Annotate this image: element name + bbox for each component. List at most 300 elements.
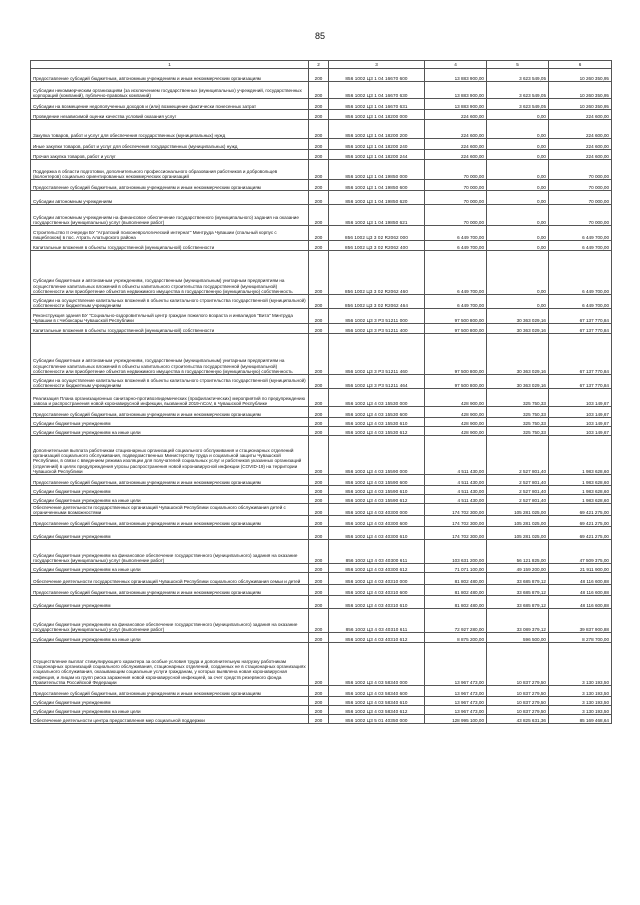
table-row xyxy=(31,309,612,324)
row-line-code: 200 xyxy=(309,241,329,251)
row-approved-amount: 428 900,00 xyxy=(425,418,487,427)
table-row xyxy=(31,504,612,516)
table-row xyxy=(31,596,612,609)
row-line-code: 200 xyxy=(309,540,329,564)
row-description: Обеспечение деятельности центра предоставления мер социальной поддержки xyxy=(31,715,309,724)
row-budget-code: 856 1002 Ц3 1 04 18200 200 xyxy=(329,120,425,139)
row-executed-amount: 30 363 029,16 xyxy=(487,375,549,389)
row-line-code: 200 xyxy=(309,643,329,686)
row-description: Субсидии бюджетным учреждениям на иные цели xyxy=(31,706,309,715)
row-budget-code: 856 1002 Ц3 1 04 18200 244 xyxy=(329,150,425,160)
row-description: Поддержка в области подготовки, дополнительного профессионального образования работников и добровольцев (волонтеров) социально ориентированных некоммерческих организаций xyxy=(31,160,309,180)
row-description: Прочая закупка товаров, работ и услуг xyxy=(31,150,309,160)
row-remaining-amount: 1 983 628,60 xyxy=(549,475,612,486)
row-budget-code: 856 1002 Ц3 1 04 19850 000 xyxy=(329,160,425,180)
table-row xyxy=(31,686,612,697)
row-line-code: 200 xyxy=(309,564,329,573)
table-row xyxy=(31,706,612,715)
row-line-code: 200 xyxy=(309,573,329,585)
row-executed-amount: 33 089 379,12 xyxy=(487,609,549,633)
table-row xyxy=(31,226,612,241)
row-remaining-amount: 67 137 770,84 xyxy=(549,334,612,375)
row-remaining-amount: 67 137 770,84 xyxy=(549,309,612,324)
row-description: Субсидии некоммерческим организациям (за исключением государственных (муниципальных) учреждений, государственных корпораций (компаний), публично-правовых компаний) xyxy=(31,82,309,99)
row-approved-amount: 4 511 430,00 xyxy=(425,495,487,504)
row-approved-amount: 6 449 700,00 xyxy=(425,226,487,241)
table-row xyxy=(31,643,612,686)
row-approved-amount: 97 500 800,00 xyxy=(425,334,487,375)
row-remaining-amount: 1 983 628,60 xyxy=(549,486,612,495)
table-row xyxy=(31,486,612,495)
row-approved-amount: 97 500 800,00 xyxy=(425,375,487,389)
column-header: 6 xyxy=(549,61,612,69)
row-approved-amount: 224 600,00 xyxy=(425,120,487,139)
row-remaining-amount: 103 149,67 xyxy=(549,389,612,407)
row-description: Предоставление субсидий бюджетным, автономным учреждениям и иным некоммерческим организациям xyxy=(31,475,309,486)
table-row xyxy=(31,99,612,110)
row-budget-code: 856 1002 Ц3 4 03 58340 610 xyxy=(329,697,425,706)
row-approved-amount: 6 449 700,00 xyxy=(425,295,487,309)
row-budget-code: 856 1002 Ц3 4 03 40310 611 xyxy=(329,609,425,633)
row-executed-amount: 0,00 xyxy=(487,180,549,191)
row-executed-amount: 0,00 xyxy=(487,295,549,309)
row-line-code: 200 xyxy=(309,180,329,191)
row-remaining-amount: 70 000,00 xyxy=(549,205,612,226)
row-budget-code: 856 1002 Ц3 3 02 R2062 464 xyxy=(329,295,425,309)
column-header: 3 xyxy=(329,61,425,69)
row-executed-amount: 0,00 xyxy=(487,251,549,295)
row-executed-amount: 2 527 801,40 xyxy=(487,475,549,486)
row-executed-amount: 0,00 xyxy=(487,226,549,241)
row-budget-code: 856 1002 Ц3 1 04 16670 630 xyxy=(329,82,425,99)
row-executed-amount: 105 281 025,00 xyxy=(487,527,549,540)
table-row xyxy=(31,564,612,573)
row-executed-amount: 325 750,33 xyxy=(487,418,549,427)
row-line-code: 200 xyxy=(309,139,329,150)
row-description: Предоставление субсидий бюджетным, автономным учреждениям и иным некоммерческим организациям xyxy=(31,407,309,418)
row-description: Субсидии бюджетным учреждениям xyxy=(31,596,309,609)
row-remaining-amount: 70 000,00 xyxy=(549,191,612,205)
row-remaining-amount: 8 278 700,00 xyxy=(549,633,612,643)
row-remaining-amount: 10 260 350,95 xyxy=(549,99,612,110)
row-executed-amount: 10 837 279,50 xyxy=(487,706,549,715)
row-budget-code: 856 1002 Ц3 4 03 40300 000 xyxy=(329,504,425,516)
row-approved-amount: 6 449 700,00 xyxy=(425,251,487,295)
table-row xyxy=(31,540,612,564)
row-budget-code: 856 1002 Ц3 4 03 15530 600 xyxy=(329,407,425,418)
row-approved-amount: 103 631 200,00 xyxy=(425,540,487,564)
row-approved-amount: 428 900,00 xyxy=(425,427,487,436)
row-budget-code: 856 1002 Ц3 4 03 58340 600 xyxy=(329,686,425,697)
table-row xyxy=(31,609,612,633)
row-remaining-amount: 21 911 900,00 xyxy=(549,564,612,573)
row-remaining-amount: 6 449 700,00 xyxy=(549,251,612,295)
row-budget-code: 856 1002 Ц3 1 04 18200 000 xyxy=(329,110,425,120)
row-description: Иные закупки товаров, работ и услуг для обеспечения государственных (муниципальных) нужд xyxy=(31,139,309,150)
column-header: 4 xyxy=(425,61,487,69)
row-approved-amount: 81 802 480,00 xyxy=(425,585,487,596)
row-line-code: 200 xyxy=(309,516,329,527)
row-remaining-amount: 67 137 770,84 xyxy=(549,324,612,334)
row-approved-amount: 224 600,00 xyxy=(425,139,487,150)
row-approved-amount: 428 900,00 xyxy=(425,407,487,418)
row-description: Субсидии бюджетным учреждениям на финансовое обеспечение государственного (муниципального) задания на оказание государственных (муниципальных) услуг (выполнение работ) xyxy=(31,609,309,633)
row-line-code: 200 xyxy=(309,110,329,120)
row-line-code: 200 xyxy=(309,633,329,643)
row-budget-code: 856 1002 Ц3 3 02 R2062 400 xyxy=(329,241,425,251)
row-description: Обеспечение деятельности государственных организаций Чувашской Республики социального обслуживания семьи и детей xyxy=(31,573,309,585)
row-description: Субсидии бюджетным учреждениям xyxy=(31,697,309,706)
row-executed-amount: 10 837 279,50 xyxy=(487,697,549,706)
row-remaining-amount: 70 000,00 xyxy=(549,180,612,191)
table-row xyxy=(31,633,612,643)
table-row xyxy=(31,180,612,191)
row-executed-amount: 3 623 549,05 xyxy=(487,82,549,99)
table-row xyxy=(31,389,612,407)
row-executed-amount: 0,00 xyxy=(487,150,549,160)
column-header: 1 xyxy=(31,61,309,69)
row-line-code: 200 xyxy=(309,715,329,724)
row-remaining-amount: 67 137 770,84 xyxy=(549,375,612,389)
table-row xyxy=(31,516,612,527)
row-approved-amount: 224 600,00 xyxy=(425,150,487,160)
row-remaining-amount: 47 509 375,00 xyxy=(549,540,612,564)
row-executed-amount: 10 837 279,50 xyxy=(487,643,549,686)
row-line-code: 200 xyxy=(309,609,329,633)
row-budget-code: 856 1002 Ц3 4 03 58340 612 xyxy=(329,706,425,715)
row-line-code: 200 xyxy=(309,585,329,596)
row-remaining-amount: 224 600,00 xyxy=(549,150,612,160)
table-row xyxy=(31,334,612,375)
row-line-code: 200 xyxy=(309,436,329,475)
row-line-code: 200 xyxy=(309,150,329,160)
row-line-code: 200 xyxy=(309,226,329,241)
table-row xyxy=(31,418,612,427)
row-approved-amount: 72 927 280,00 xyxy=(425,609,487,633)
row-description: Субсидии бюджетным учреждениям на финансовое обеспечение государственного (муниципального) задания на оказание государственных (муниципальных) услуг (выполнение работ) xyxy=(31,540,309,564)
row-approved-amount: 428 900,00 xyxy=(425,389,487,407)
row-budget-code: 856 1002 Ц3 4 03 40310 612 xyxy=(329,633,425,643)
table-row xyxy=(31,495,612,504)
row-approved-amount: 8 875 200,00 xyxy=(425,633,487,643)
row-description: Реализация Плана организационных санитарно-противоэпидемических (профилактических) мероприятий по предупреждению завоза и распространения новой коронавирусной инфекции, вызванной 2019-nCoV, в Чувашской Республике xyxy=(31,389,309,407)
row-approved-amount: 13 967 473,00 xyxy=(425,697,487,706)
row-budget-code: 856 1002 Ц3 4 03 15590 610 xyxy=(329,486,425,495)
table-row xyxy=(31,715,612,724)
row-approved-amount: 70 000,00 xyxy=(425,180,487,191)
row-description: Субсидии бюджетным и автономным учреждениям, государственным (муниципальным) унитарным предприятиям на осуществление капитальных вложений в объекты капитального строительства государственной (муниципальной) собственности или приобретение объектов недвижимого имущества в государственную (муниципальную) собственность xyxy=(31,334,309,375)
row-line-code: 200 xyxy=(309,475,329,486)
row-executed-amount: 0,00 xyxy=(487,205,549,226)
row-executed-amount: 325 750,33 xyxy=(487,427,549,436)
row-description: Закупка товаров, работ и услуг для обеспечения государственных (муниципальных) нужд xyxy=(31,120,309,139)
row-executed-amount: 56 121 825,00 xyxy=(487,540,549,564)
row-approved-amount: 97 500 800,00 xyxy=(425,324,487,334)
row-description: Субсидии на возмещение недополученных доходов и (или) возмещение фактически понесенных затрат xyxy=(31,99,309,110)
row-description: Капитальные вложения в объекты государственной (муниципальной) собственности xyxy=(31,324,309,334)
page-number: 85 xyxy=(314,31,325,41)
row-line-code: 200 xyxy=(309,82,329,99)
row-executed-amount: 2 527 801,40 xyxy=(487,495,549,504)
row-description: Субсидии бюджетным и автономным учреждениям, государственным (муниципальным) унитарным предприятиям на осуществление капитальных вложений в объекты капитального строительства государственной (муниципальной) собственности или приобретение объектов недвижимого имущества в государственную (муниципальную) собственность xyxy=(31,251,309,295)
row-approved-amount: 4 511 430,00 xyxy=(425,436,487,475)
row-remaining-amount: 70 000,00 xyxy=(549,160,612,180)
row-approved-amount: 13 883 900,00 xyxy=(425,69,487,82)
row-line-code: 200 xyxy=(309,334,329,375)
row-remaining-amount: 48 116 600,88 xyxy=(549,585,612,596)
row-budget-code: 856 1002 Ц3 3 02 R2062 460 xyxy=(329,251,425,295)
row-description: Предоставление субсидий бюджетным, автономным учреждениям и иным некоммерческим организациям xyxy=(31,180,309,191)
row-executed-amount: 30 363 029,16 xyxy=(487,334,549,375)
table-row xyxy=(31,160,612,180)
row-approved-amount: 71 071 100,00 xyxy=(425,564,487,573)
row-line-code: 200 xyxy=(309,295,329,309)
row-line-code: 200 xyxy=(309,120,329,139)
row-approved-amount: 13 883 900,00 xyxy=(425,82,487,99)
row-budget-code: 856 1002 Ц3 5 01 40350 000 xyxy=(329,715,425,724)
table-row xyxy=(31,69,612,82)
row-approved-amount: 13 967 473,00 xyxy=(425,706,487,715)
row-remaining-amount: 103 149,67 xyxy=(549,418,612,427)
row-budget-code: 856 1002 Ц3 4 03 15590 600 xyxy=(329,475,425,486)
row-remaining-amount: 6 449 700,00 xyxy=(549,241,612,251)
row-executed-amount: 33 685 879,12 xyxy=(487,596,549,609)
row-budget-code: 856 1002 Ц3 4 03 40300 600 xyxy=(329,516,425,527)
table-row xyxy=(31,573,612,585)
column-header: 5 xyxy=(487,61,549,69)
row-approved-amount: 70 000,00 xyxy=(425,191,487,205)
row-budget-code: 856 1002 Ц3 4 03 58340 000 xyxy=(329,643,425,686)
column-header: 2 xyxy=(309,61,329,69)
row-remaining-amount: 3 130 193,50 xyxy=(549,706,612,715)
row-budget-code: 856 1002 Ц3 4 03 40300 610 xyxy=(329,527,425,540)
row-approved-amount: 4 511 430,00 xyxy=(425,486,487,495)
row-description: Проведение независимой оценки качества условий оказания услуг xyxy=(31,110,309,120)
row-executed-amount: 33 685 879,12 xyxy=(487,573,549,585)
row-line-code: 200 xyxy=(309,324,329,334)
row-approved-amount: 6 449 700,00 xyxy=(425,241,487,251)
row-budget-code: 856 1002 Ц3 3 P3 51211 464 xyxy=(329,375,425,389)
table-row xyxy=(31,251,612,295)
row-budget-code: 856 1002 Ц3 4 03 40310 610 xyxy=(329,596,425,609)
row-remaining-amount: 10 260 350,95 xyxy=(549,69,612,82)
row-line-code: 200 xyxy=(309,596,329,609)
row-description: Субсидии бюджетным учреждениям на иные цели xyxy=(31,427,309,436)
table-row xyxy=(31,241,612,251)
row-budget-code: 856 1002 Ц3 4 03 15530 610 xyxy=(329,418,425,427)
row-line-code: 200 xyxy=(309,69,329,82)
row-line-code: 200 xyxy=(309,191,329,205)
row-line-code: 200 xyxy=(309,99,329,110)
row-approved-amount: 81 802 480,00 xyxy=(425,573,487,585)
row-remaining-amount: 224 600,00 xyxy=(549,110,612,120)
row-approved-amount: 174 702 300,00 xyxy=(425,527,487,540)
row-budget-code: 856 1002 Ц3 4 03 15590 612 xyxy=(329,495,425,504)
row-description: Субсидии бюджетным учреждениям xyxy=(31,527,309,540)
row-remaining-amount: 224 600,00 xyxy=(549,139,612,150)
row-executed-amount: 0,00 xyxy=(487,120,549,139)
table-row xyxy=(31,139,612,150)
row-line-code: 200 xyxy=(309,495,329,504)
row-line-code: 200 xyxy=(309,697,329,706)
row-line-code: 200 xyxy=(309,389,329,407)
row-budget-code: 856 1002 Ц3 4 03 15530 000 xyxy=(329,389,425,407)
row-remaining-amount: 39 837 900,88 xyxy=(549,609,612,633)
table-header-row xyxy=(31,61,612,69)
table-row xyxy=(31,697,612,706)
table-row xyxy=(31,324,612,334)
row-budget-code: 856 1002 Ц3 1 04 18200 240 xyxy=(329,139,425,150)
row-description: Субсидии бюджетным учреждениям xyxy=(31,418,309,427)
table-row xyxy=(31,295,612,309)
row-executed-amount: 49 159 200,00 xyxy=(487,564,549,573)
row-line-code: 200 xyxy=(309,527,329,540)
row-line-code: 200 xyxy=(309,205,329,226)
row-executed-amount: 0,00 xyxy=(487,241,549,251)
table-row xyxy=(31,585,612,596)
row-executed-amount: 3 623 549,05 xyxy=(487,69,549,82)
row-remaining-amount: 48 116 600,88 xyxy=(549,573,612,585)
row-budget-code: 856 1002 Ц3 1 04 16670 600 xyxy=(329,69,425,82)
row-description: Капитальные вложения в объекты государственной (муниципальной) собственности xyxy=(31,241,309,251)
row-description: Обеспечение деятельности государственных организаций Чувашской Республики социального обслуживания детей с ограниченными возможностями xyxy=(31,504,309,516)
table-row xyxy=(31,407,612,418)
row-approved-amount: 13 883 900,00 xyxy=(425,99,487,110)
row-executed-amount: 10 837 279,50 xyxy=(487,686,549,697)
table-row xyxy=(31,150,612,160)
row-budget-code: 856 1002 Ц3 4 03 40310 000 xyxy=(329,573,425,585)
row-executed-amount: 33 685 879,12 xyxy=(487,585,549,596)
table-row xyxy=(31,191,612,205)
row-approved-amount: 97 500 800,00 xyxy=(425,309,487,324)
row-budget-code: 856 1002 Ц3 4 03 40300 611 xyxy=(329,540,425,564)
row-executed-amount: 325 750,33 xyxy=(487,407,549,418)
row-description: Строительство II очереди БУ "Атратский психоневрологический интернат" Минтруда Чувашии (спальный корпус с пищеблоком) в пос. Атрать Алатырского района xyxy=(31,226,309,241)
row-line-code: 200 xyxy=(309,407,329,418)
row-remaining-amount: 1 983 628,60 xyxy=(549,436,612,475)
row-line-code: 200 xyxy=(309,418,329,427)
table-row xyxy=(31,110,612,120)
row-approved-amount: 128 995 100,00 xyxy=(425,715,487,724)
row-executed-amount: 325 750,33 xyxy=(487,389,549,407)
row-description: Субсидии бюджетным учреждениям на иные цели xyxy=(31,495,309,504)
row-description: Субсидии автономным учреждениям на финансовое обеспечение государственного (муниципального) задания на оказание государственных (муниципальных) услуг (выполнение работ) xyxy=(31,205,309,226)
table-row xyxy=(31,375,612,389)
row-budget-code: 856 1002 Ц3 4 03 15530 612 xyxy=(329,427,425,436)
row-approved-amount: 13 967 473,00 xyxy=(425,686,487,697)
row-remaining-amount: 3 130 193,50 xyxy=(549,697,612,706)
row-approved-amount: 13 967 473,00 xyxy=(425,643,487,686)
row-description: Реконструкция здания БУ "Социально-оздоровительный центр граждан пожилого возраста и инвалидов "Вита" Минтруда Чувашии в г.Чебоксары Чувашской Республики xyxy=(31,309,309,324)
row-budget-code: 856 1002 Ц3 4 03 40300 612 xyxy=(329,564,425,573)
row-executed-amount: 0,00 xyxy=(487,139,549,150)
row-executed-amount: 2 527 801,40 xyxy=(487,486,549,495)
row-executed-amount: 105 281 025,00 xyxy=(487,516,549,527)
row-budget-code: 856 1002 Ц3 1 04 16670 631 xyxy=(329,99,425,110)
row-description: Субсидии бюджетным учреждениям на иные цели xyxy=(31,564,309,573)
table-row xyxy=(31,120,612,139)
row-line-code: 200 xyxy=(309,504,329,516)
row-remaining-amount: 10 260 350,95 xyxy=(549,82,612,99)
row-budget-code: 856 1002 Ц3 3 P3 51211 400 xyxy=(329,324,425,334)
table-row xyxy=(31,205,612,226)
row-executed-amount: 30 363 029,16 xyxy=(487,324,549,334)
row-description: Субсидии автономным учреждениям xyxy=(31,191,309,205)
row-remaining-amount: 1 983 628,60 xyxy=(549,495,612,504)
row-remaining-amount: 103 149,67 xyxy=(549,407,612,418)
row-line-code: 200 xyxy=(309,686,329,697)
row-line-code: 200 xyxy=(309,375,329,389)
row-budget-code: 856 1002 Ц3 4 03 40310 600 xyxy=(329,585,425,596)
row-description: Предоставление субсидий бюджетным, автономным учреждениям и иным некоммерческим организациям xyxy=(31,516,309,527)
row-remaining-amount: 69 421 275,00 xyxy=(549,504,612,516)
row-approved-amount: 174 702 300,00 xyxy=(425,504,487,516)
table-row xyxy=(31,527,612,540)
row-line-code: 200 xyxy=(309,251,329,295)
row-approved-amount: 174 702 300,00 xyxy=(425,516,487,527)
row-remaining-amount: 69 421 275,00 xyxy=(549,516,612,527)
row-line-code: 200 xyxy=(309,309,329,324)
row-line-code: 200 xyxy=(309,486,329,495)
row-budget-code: 856 1002 Ц3 4 03 15590 000 xyxy=(329,436,425,475)
row-description: Субсидии на осуществление капитальных вложений в объекты капитального строительства государственной (муниципальной) собственности бюджетным учреждениям xyxy=(31,295,309,309)
row-description: Осуществление выплат стимулирующего характера за особые условия труда и дополнительную нагрузку работникам стационарных организаций социального обслуживания, стационарных отделений, созданных не в стационарных организациях социального обслуживания, оказывающим социальные услуги гражданам, у которых выявлена новая коронавирусная инфекция, и лицам из групп риска заражения новой коронавирусной инфекцией, за счет средств резервного фонда Правительства Российской Федерации xyxy=(31,643,309,686)
row-approved-amount: 224 600,00 xyxy=(425,110,487,120)
row-budget-code: 856 1002 Ц3 1 04 19850 600 xyxy=(329,180,425,191)
row-executed-amount: 0,00 xyxy=(487,110,549,120)
row-remaining-amount: 224 600,00 xyxy=(549,120,612,139)
row-line-code: 200 xyxy=(309,427,329,436)
row-approved-amount: 70 000,00 xyxy=(425,205,487,226)
row-remaining-amount: 6 449 700,00 xyxy=(549,295,612,309)
row-executed-amount: 30 363 029,16 xyxy=(487,309,549,324)
table-row xyxy=(31,475,612,486)
row-budget-code: 856 1002 Ц3 3 P3 51211 460 xyxy=(329,334,425,375)
row-description: Субсидии бюджетным учреждениям на иные цели xyxy=(31,633,309,643)
row-executed-amount: 3 623 549,05 xyxy=(487,99,549,110)
row-executed-amount: 43 825 631,36 xyxy=(487,715,549,724)
row-remaining-amount: 3 130 193,50 xyxy=(549,643,612,686)
row-remaining-amount: 6 449 700,00 xyxy=(549,226,612,241)
row-executed-amount: 0,00 xyxy=(487,191,549,205)
row-remaining-amount: 103 149,67 xyxy=(549,427,612,436)
row-line-code: 200 xyxy=(309,706,329,715)
row-description: Предоставление субсидий бюджетным, автономным учреждениям и иным некоммерческим организациям xyxy=(31,686,309,697)
row-description: Субсидии бюджетным учреждениям xyxy=(31,486,309,495)
row-remaining-amount: 69 421 275,00 xyxy=(549,527,612,540)
budget-execution-table xyxy=(30,60,612,724)
row-executed-amount: 0,00 xyxy=(487,160,549,180)
row-executed-amount: 2 527 801,40 xyxy=(487,436,549,475)
table-row xyxy=(31,82,612,99)
row-remaining-amount: 85 169 468,64 xyxy=(549,715,612,724)
row-approved-amount: 81 802 480,00 xyxy=(425,596,487,609)
row-description: Предоставление субсидий бюджетным, автономным учреждениям и иным некоммерческим организациям xyxy=(31,69,309,82)
table-row xyxy=(31,427,612,436)
row-executed-amount: 596 500,00 xyxy=(487,633,549,643)
row-remaining-amount: 48 116 600,88 xyxy=(549,596,612,609)
row-budget-code: 856 1002 Ц3 1 04 19850 621 xyxy=(329,205,425,226)
row-line-code: 200 xyxy=(309,160,329,180)
row-description: Дополнительная выплата работникам стационарных организаций социального обслуживания и стационарных отделений организаций социального обслуживания, подведомственных Министерству труда и социальной защиты Чувашской Республики, в связи с введением режима изоляции для получателей социальных услуг и работников указанных организаций (отделений) в целях предупреждения угрозы распространения новой коронавирусной инфекции (COVID-19) на территории Чувашской Республики xyxy=(31,436,309,475)
row-budget-code: 856 1002 Ц3 3 02 R2062 000 xyxy=(329,226,425,241)
row-budget-code: 856 1002 Ц3 3 P3 51211 000 xyxy=(329,309,425,324)
row-executed-amount: 105 281 025,00 xyxy=(487,504,549,516)
row-budget-code: 856 1002 Ц3 1 04 19850 620 xyxy=(329,191,425,205)
row-description: Субсидии на осуществление капитальных вложений в объекты капитального строительства государственной (муниципальной) собственности бюджетным учреждениям xyxy=(31,375,309,389)
table-row xyxy=(31,436,612,475)
row-approved-amount: 4 511 430,00 xyxy=(425,475,487,486)
